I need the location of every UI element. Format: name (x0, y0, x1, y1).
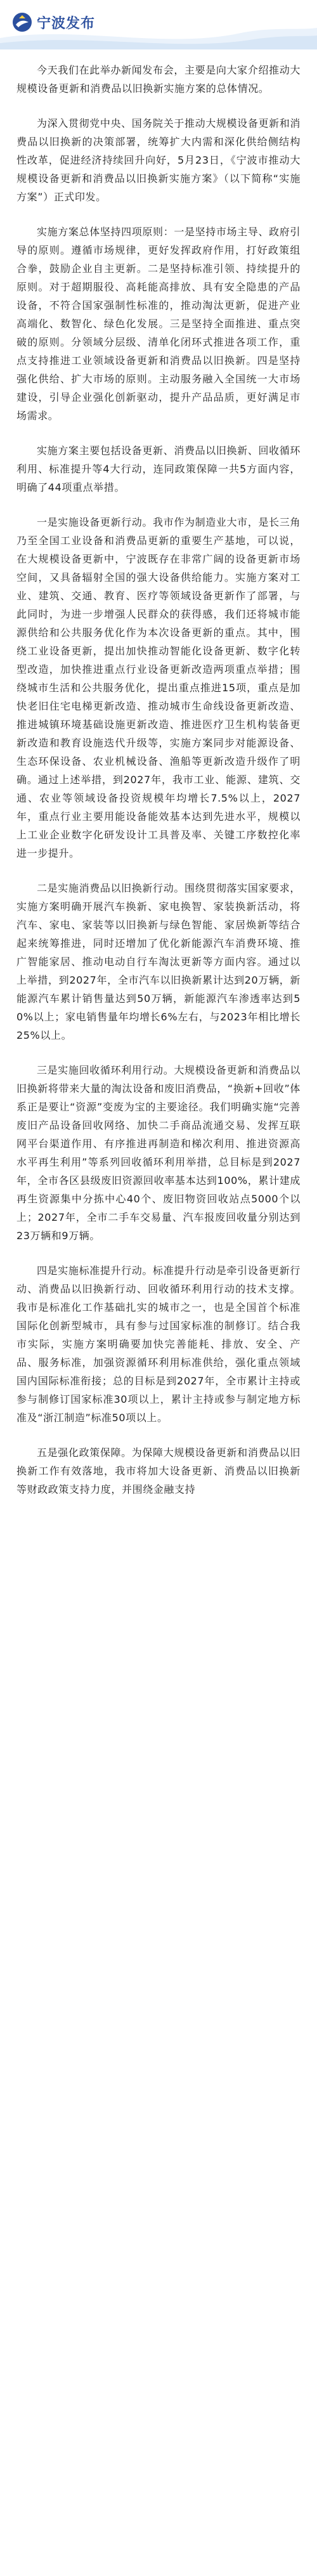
article-body (0, 49, 317, 1499)
article-paragraph-8: 四是实施标准提升行动。标准提升行动是牵引设备更新行动、消费品以旧换新行动、回收循环利用行动的技术支撑。我市是标准化工作基础扎实的城市之一，也是全国首个标准国际化创新型城市，具有参与过国家标准的制修订。结合我市实际，实施方案明确要加快完善能耗、排放、安全、产品、服务标准，加强资源循环利用标准供给，强化重点领域国内国际标准衔接；总的目标是到2027年，全市累计主持或参与制修订国家标准30项以上，累计主持或参与制定地方标准及“浙江制造”标准50项以上。 (16, 1265, 301, 1424)
article-paragraph-2: 为深入贯彻党中央、国务院关于推动大规模设备更新和消费品以旧换新的决策部署，统筹扩大内需和深化供给侧结构性改革，促进经济持续回升向好，5月23日，《宁波市推动大规模设备更新和消费品以旧换新实施方案》（以下简称“实施方案”）正式印发。 (16, 117, 301, 203)
article-paragraph-5: 一是实施设备更新行动。我市作为制造业大市，是长三角乃至全国工业设备和消费品更新的重要生产基地，可以说，在大规模设备更新中，宁波既存在非常广阔的设备更新市场空间，又具备辐射全国的强大设备供给能力。实施方案对工业、建筑、交通、教育、医疗等领域设备更新作了部署，与此同时，为进一步增强人民群众的获得感，我们还将城市能源供给和公共服务优化作为本次设备更新的重点。其中，围绕工业设备更新，提出加快推动智能化设备更新、数字化转型改造，加快推进重点行业设备更新改造两项重点举措；围绕城市生活和公共服务优化，提出重点推进15项，重点是加快老旧住宅电梯更新改造、推动城市生命线设备更新改造、推进城镇环境基础设施更新改造、推进医疗卫生机构装备更新改造和教育设施迭代升级等，实施方案同步对能源设备、生态环保设备、农业机械设备、渔船等更新改造升级作了明确。通过上述举措，到2027年，我市工业、能源、建筑、交通、农业等领域设备投资规模年均增长7.5%以上，2027年，重点行业主要用能设备能效基本达到先进水平，规模以上工业企业数字化研发设计工具普及率、关键工序数控化率进一步提升。 (16, 516, 301, 859)
site-logo (11, 11, 95, 33)
site-header (0, 0, 317, 49)
article-paragraph-1: 今天我们在此举办新闻发布会，主要是向大家介绍推动大规模设备更新和消费品以旧换新实施方案的总体情况。 (16, 64, 301, 94)
logo-mark-icon (11, 11, 33, 33)
article-paragraph-6: 二是实施消费品以旧换新行动。围绕贯彻落实国家要求，实施方案明确开展汽车换新、家电换智、家装换新活动，将汽车、家电、家装等以旧换新与绿色智能、家居焕新等结合起来统筹推进，同时还增加了优化新能源汽车消费环境、推广智能家居、推动电动自行车淘汰更新等方面内容。通过以上举措，到2027年，全市汽车以旧换新累计达到20万辆，新能源汽车累计销售量达到50万辆，新能源汽车渗透率达到50%以上；家电销售量年均增长6%左右，与2023年相比增长25%以上。 (16, 882, 301, 1041)
article-paragraph-3: 实施方案总体坚持四项原则：一是坚持市场主导、政府引导的原则。遵循市场规律，更好发挥政府作用，打好政策组合拳，鼓励企业自主更新。二是坚持标准引领、持续提升的原则。对于超期服役、高耗能高排放、具有安全隐患的产品设备，不符合国家强制性标准的，推动淘汰更新，促进产业高端化、数智化、绿色化发展。三是坚持全面推进、重点突破的原则。分领域分层级、清单化闭环式推进各项工作，重点支持推进工业领域设备更新和消费品以旧换新。四是坚持强化供给、扩大市场的原则。主动服务融入全国统一大市场建设，引导企业强化创新驱动，提升产品品质，更好满足市场需求。 (16, 226, 301, 422)
article-paragraph-9: 五是强化政策保障。为保障大规模设备更新和消费品以旧换新工作有效落地，我市将加大设备更新、消费品以旧换新等财政政策支持力度，并围绕金融支持 (16, 1447, 301, 1495)
article-paragraph-7: 三是实施回收循环利用行动。大规模设备更新和消费品以旧换新将带来大量的淘汰设备和废旧消费品，“换新+回收”体系正是要让“资源”变废为宝的主要途径。我们明确实施“完善废旧产品设备回收网络、加快二手商品流通交易、发挥互联网平台渠道作用、有序推进再制造和梯次利用、推进资源高水平再生利用”等系列回收循环利用举措，总目标是到2027年，全市各区县级废旧资源回收率基本达到100%，累计建成再生资源集中分拣中心40个、废旧物资回收站点5000个以上；2027年，全市二手车交易量、汽车报废回收量分别达到23万辆和9万辆。 (16, 1064, 301, 1242)
logo-text: 宁波发布 (37, 15, 96, 32)
article-paragraph-4: 实施方案主要包括设备更新、消费品以旧换新、回收循环利用、标准提升等4大行动，连同政策保障一共5方面内容，明确了44项重点举措。 (16, 445, 301, 493)
